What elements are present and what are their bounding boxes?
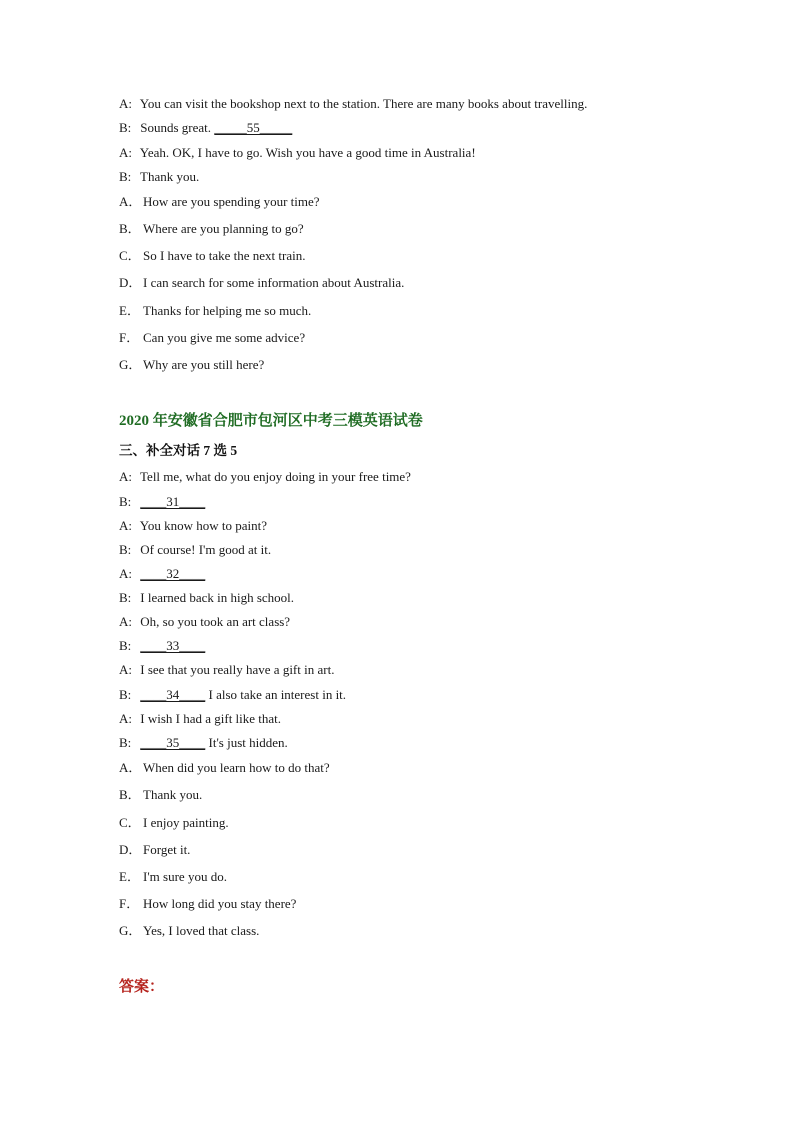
option-item bbox=[119, 923, 259, 939]
option-letter: A． bbox=[119, 760, 142, 775]
dialogue-line bbox=[119, 662, 334, 678]
option-item bbox=[119, 815, 229, 831]
dialogue-line bbox=[119, 735, 288, 751]
dialogue-text: Oh, so you took an art class? bbox=[140, 614, 291, 629]
answer-blank[interactable]: ____31____ bbox=[140, 494, 206, 509]
answer-heading: 答案： bbox=[119, 979, 165, 995]
dialogue-text: Of course! I'm good at it. bbox=[140, 542, 272, 557]
dialogue-line bbox=[119, 711, 281, 727]
option-item bbox=[119, 303, 311, 319]
dialogue-text: It's just hidden. bbox=[205, 735, 288, 750]
speaker-label: A: bbox=[119, 518, 132, 533]
option-item bbox=[119, 787, 202, 803]
answer-blank[interactable]: ____34____ bbox=[140, 687, 206, 702]
option-letter: G． bbox=[119, 357, 142, 372]
answer-blank[interactable]: _____55_____ bbox=[214, 120, 293, 135]
speaker-label: A: bbox=[119, 662, 132, 677]
option-text: Where are you planning to go? bbox=[143, 221, 304, 236]
dialogue-text: I see that you really have a gift in art. bbox=[140, 662, 335, 677]
option-letter: D． bbox=[119, 275, 142, 290]
speaker-label: B: bbox=[119, 120, 132, 135]
speaker-label: A: bbox=[119, 96, 132, 111]
option-letter: B． bbox=[119, 787, 141, 802]
option-letter: E． bbox=[119, 303, 140, 318]
speaker-label: A: bbox=[119, 614, 132, 629]
option-letter: C． bbox=[119, 248, 141, 263]
dialogue-line bbox=[119, 120, 292, 136]
option-item bbox=[119, 896, 296, 912]
dialogue-text: I also take an interest in it. bbox=[205, 687, 347, 702]
speaker-label: B: bbox=[119, 735, 132, 750]
option-text: When did you learn how to do that? bbox=[143, 760, 330, 775]
option-item bbox=[119, 869, 227, 885]
option-item bbox=[119, 194, 320, 210]
option-letter: A． bbox=[119, 194, 142, 209]
option-text: Forget it. bbox=[143, 842, 191, 857]
dialogue-line bbox=[119, 494, 205, 510]
section-title: 三、补全对话 7 选 5 bbox=[119, 443, 238, 458]
dialogue-line bbox=[119, 469, 411, 485]
option-letter: F． bbox=[119, 330, 140, 345]
option-text: Thank you. bbox=[143, 787, 203, 802]
dialogue-line bbox=[119, 687, 346, 703]
option-letter: G． bbox=[119, 923, 142, 938]
answer-blank[interactable]: ____33____ bbox=[140, 638, 206, 653]
dialogue-text: I wish I had a gift like that. bbox=[140, 711, 282, 726]
dialogue-line bbox=[119, 638, 205, 654]
option-text: Thanks for helping me so much. bbox=[143, 303, 312, 318]
option-letter: D． bbox=[119, 842, 142, 857]
dialogue-text: Tell me, what do you enjoy doing in your free time? bbox=[140, 469, 411, 484]
dialogue-text: You can visit the bookshop next to the station. There are many books about travelling. bbox=[139, 96, 588, 111]
option-item bbox=[119, 842, 190, 858]
option-text: I enjoy painting. bbox=[143, 815, 229, 830]
option-item bbox=[119, 275, 404, 291]
option-text: So I have to take the next train. bbox=[143, 248, 306, 263]
dialogue-text: You know how to paint? bbox=[139, 518, 268, 533]
speaker-label: A: bbox=[119, 469, 132, 484]
speaker-label: B: bbox=[119, 590, 132, 605]
dialogue-line bbox=[119, 96, 587, 112]
dialogue-line bbox=[119, 169, 199, 185]
speaker-label: B: bbox=[119, 638, 132, 653]
dialogue-text: I learned back in high school. bbox=[140, 590, 295, 605]
option-text: How long did you stay there? bbox=[143, 896, 297, 911]
option-text: I'm sure you do. bbox=[143, 869, 227, 884]
dialogue-line bbox=[119, 542, 271, 558]
dialogue-line bbox=[119, 590, 294, 606]
option-item bbox=[119, 357, 264, 373]
option-item bbox=[119, 330, 305, 346]
option-item bbox=[119, 221, 304, 237]
dialogue-line bbox=[119, 518, 267, 534]
dialogue-line bbox=[119, 145, 476, 161]
answer-blank[interactable]: ____32____ bbox=[140, 566, 206, 581]
speaker-label: B: bbox=[119, 494, 132, 509]
answer-blank[interactable]: ____35____ bbox=[140, 735, 206, 750]
option-letter: B． bbox=[119, 221, 141, 236]
dialogue-text: Yeah. OK, I have to go. Wish you have a good time in Australia! bbox=[139, 145, 476, 160]
dialogue-line bbox=[119, 614, 290, 630]
dialogue-line bbox=[119, 566, 205, 582]
option-text: Can you give me some advice? bbox=[143, 330, 306, 345]
speaker-label: B: bbox=[119, 169, 132, 184]
option-text: I can search for some information about Australia. bbox=[143, 275, 405, 290]
dialogue-text: Thank you. bbox=[140, 169, 200, 184]
option-text: How are you spending your time? bbox=[143, 194, 320, 209]
speaker-label: A: bbox=[119, 711, 132, 726]
option-item bbox=[119, 760, 330, 776]
speaker-label: A: bbox=[119, 145, 132, 160]
option-item bbox=[119, 248, 305, 264]
option-text: Yes, I loved that class. bbox=[143, 923, 260, 938]
option-letter: E． bbox=[119, 869, 140, 884]
option-letter: C． bbox=[119, 815, 141, 830]
speaker-label: B: bbox=[119, 542, 132, 557]
speaker-label: A: bbox=[119, 566, 132, 581]
dialogue-text: Sounds great. bbox=[140, 120, 215, 135]
exam-title: 2020 年安徽省合肥市包河区中考三模英语试卷 bbox=[119, 413, 423, 429]
speaker-label: B: bbox=[119, 687, 132, 702]
option-letter: F． bbox=[119, 896, 140, 911]
option-text: Why are you still here? bbox=[143, 357, 265, 372]
